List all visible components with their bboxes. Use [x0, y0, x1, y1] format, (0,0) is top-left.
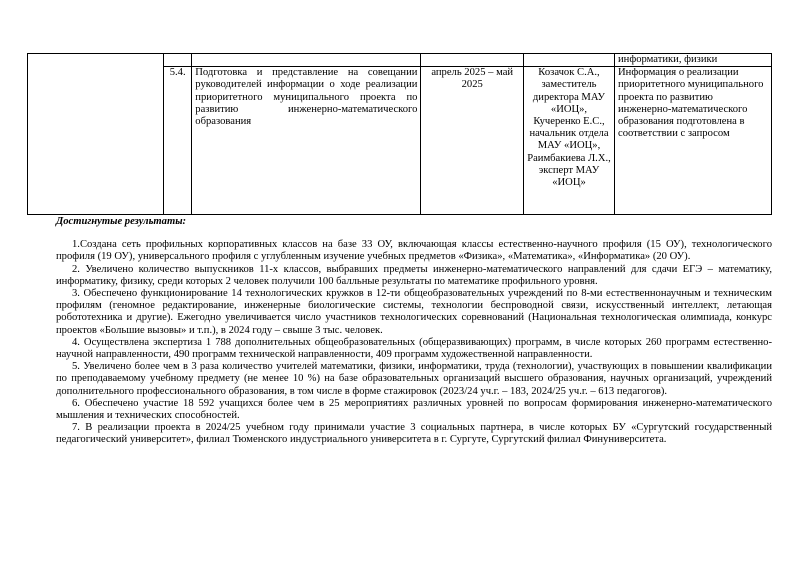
result-item: 4. Осуществлена экспертиза 1 788 дополнительных общеобразовательных (общеразвивающих) программ, в числе которых 260 программ естественно-научной направленности, 490 программ технической направленности, 409 программ художественной направленности. [56, 336, 772, 361]
plan-table [27, 53, 772, 215]
result-item: 5. Увеличено более чем в 3 раза количество учителей математики, физики, информатики, труда (технологии), участвующих в повышении квалификации по преподаваемому учебному предмету (не менее 10 %) на базе образовательных организаций высшего образования, научных организаций, учреждений дополнительного профессионального образования, в том числе в форме стажировок (2023/24 уч.г. – 183, 2024/25 уч.г. – 613 педагогов). [56, 361, 772, 397]
result-item: 3. Обеспечено функционирование 14 технологических кружков в 12-ти общеобразовательных учреждений по 8-ми естественнонаучным и техническим профилям (геномное редактирование, инженерные биологические системы, технологии беспроводной связи, искусственный интеллект, летающая робототехника и другие). Ежегодно увеличивается число участников технологических соревнований (Национальная технологическая олимпиада, конкурс проектов «Большие вызовы» и т.п.), в 2024 году – свыше 3 тыс. человек. [56, 288, 772, 336]
table-cell-responsible: Козачок С.А., заместитель директора МАУ «ИОЦ», Кучеренко Е.С., начальник отдела МАУ «ИОЦ», Раимбакиева Л.Х., эксперт МАУ «ИОЦ» [523, 67, 614, 215]
results-heading: Достигнутые результаты: [56, 216, 187, 227]
results-section [56, 216, 772, 447]
table-cell-number: 5.4. [164, 67, 192, 215]
table-cell-number [164, 54, 192, 67]
result-item: 1.Создана сеть профильных корпоративных классов на базе 33 ОУ, включающая классы естественно-научного профиля (15 ОУ), технологического профиля (19 ОУ), универсального профиля с углубленным изучение учебных предметов «Физика», «Математика», «Информатика» (20 ОУ). [56, 239, 772, 263]
table-row-continuation [28, 54, 772, 67]
table-cell-result: Информация о реализации приоритетного муниципального проекта по развитию инженерно-математического образования подготовлена в соответствии с запросом [615, 67, 772, 215]
result-item: 7. В реализации проекта в 2024/25 учебном году принимали участие 3 социальных партнера, в числе которых БУ «Сургутский государственный педагогический университет», филиал Тюменского индустриального университета в г. Сургуте, Сургутский филиал Финуниверситета. [56, 422, 772, 446]
table-cell-event: Подготовка и представление на совещании руководителей информации о ходе реализации приоритетного муниципального проекта по развитию инженерно-математического образования [192, 67, 421, 215]
result-item: 2. Увеличено количество выпускников 11-х классов, выбравших предметы инженерно-математического направлений для сдачи ЕГЭ – математику, информатику, физику, среди которых 2 человек получили 100 балльные результаты по математике профильного уровня. [56, 263, 772, 287]
table-cell-result: информатики, физики [615, 54, 772, 67]
table-cell-dates [421, 54, 524, 67]
result-item: 6. Обеспечено участие 18 592 учащихся более чем в 25 мероприятиях различных уровней по вопросам формирования инженерно-математического мышления и технических способностей. [56, 397, 772, 422]
table-cell-dates: апрель 2025 – май 2025 [421, 67, 524, 215]
table-cell-blank [28, 54, 164, 215]
table-cell-responsible [523, 54, 614, 67]
table-cell-event [192, 54, 421, 67]
